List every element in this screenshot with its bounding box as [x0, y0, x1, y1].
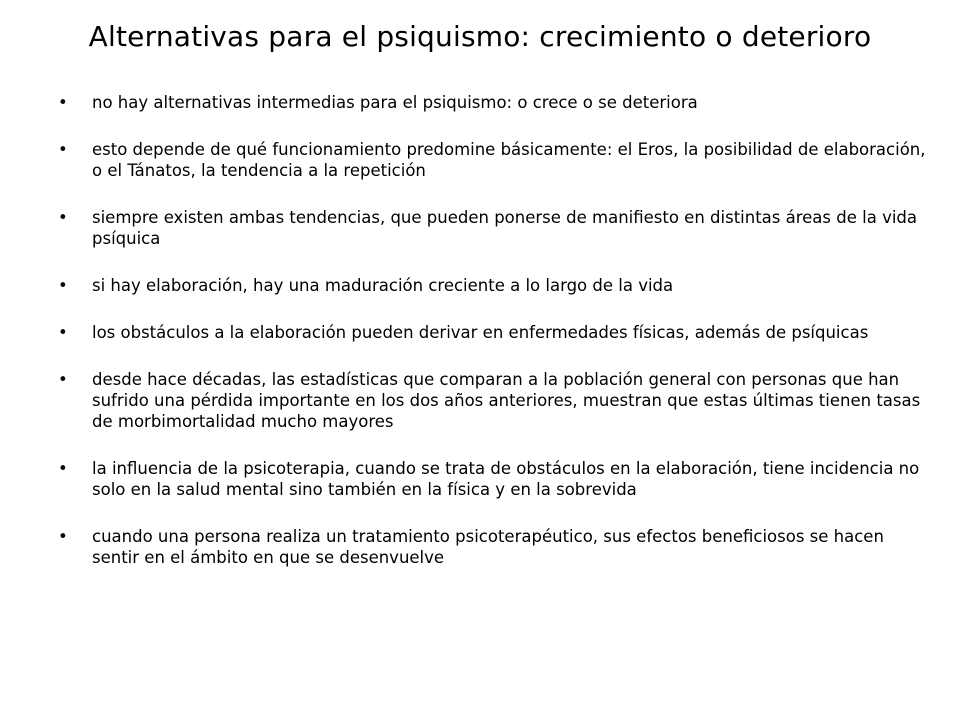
bullet-list	[58, 92, 928, 594]
bullet-item	[58, 369, 928, 432]
bullet-item	[58, 92, 928, 113]
bullet-text: la influencia de la psicoterapia, cuando se trata de obstáculos en la elaboración, tiene incidencia no solo en la salud mental sino también en la física y en la sobrevida	[92, 459, 920, 499]
bullet-text: si hay elaboración, hay una maduración creciente a lo largo de la vida	[92, 276, 674, 295]
bullet-text: siempre existen ambas tendencias, que pueden ponerse de manifiesto en distintas áreas de la vida psíquica	[92, 208, 918, 248]
bullet-item	[58, 275, 928, 296]
bullet-marker: •	[58, 276, 68, 295]
bullet-item	[58, 322, 928, 343]
bullet-marker: •	[58, 140, 68, 159]
bullet-item	[58, 139, 928, 181]
bullet-text: los obstáculos a la elaboración pueden derivar en enfermedades físicas, además de psíquicas	[92, 323, 869, 342]
bullet-marker: •	[58, 459, 68, 478]
bullet-marker: •	[58, 323, 68, 342]
bullet-text: esto depende de qué funcionamiento predomine básicamente: el Eros, la posibilidad de elaboración, o el Tánatos, la tendencia a la repetición	[92, 140, 926, 180]
bullet-item	[58, 207, 928, 249]
bullet-text: no hay alternativas intermedias para el psiquismo: o crece o se deteriora	[92, 93, 698, 112]
bullet-marker: •	[58, 527, 68, 546]
bullet-text: desde hace décadas, las estadísticas que comparan a la población general con personas que han sufrido una pérdida importante en los dos años anteriores, muestran que estas últimas tienen tasas de morbimortalidad mucho mayores	[92, 370, 921, 431]
bullet-marker: •	[58, 208, 68, 227]
bullet-marker: •	[58, 370, 68, 389]
bullet-item	[58, 458, 928, 500]
slide-title: Alternativas para el psiquismo: crecimiento o deterioro	[88, 20, 872, 53]
bullet-item	[58, 526, 928, 568]
bullet-text: cuando una persona realiza un tratamiento psicoterapéutico, sus efectos beneficiosos se hacen sentir en el ámbito en que se desenvuelve	[92, 527, 884, 567]
bullet-marker: •	[58, 93, 68, 112]
